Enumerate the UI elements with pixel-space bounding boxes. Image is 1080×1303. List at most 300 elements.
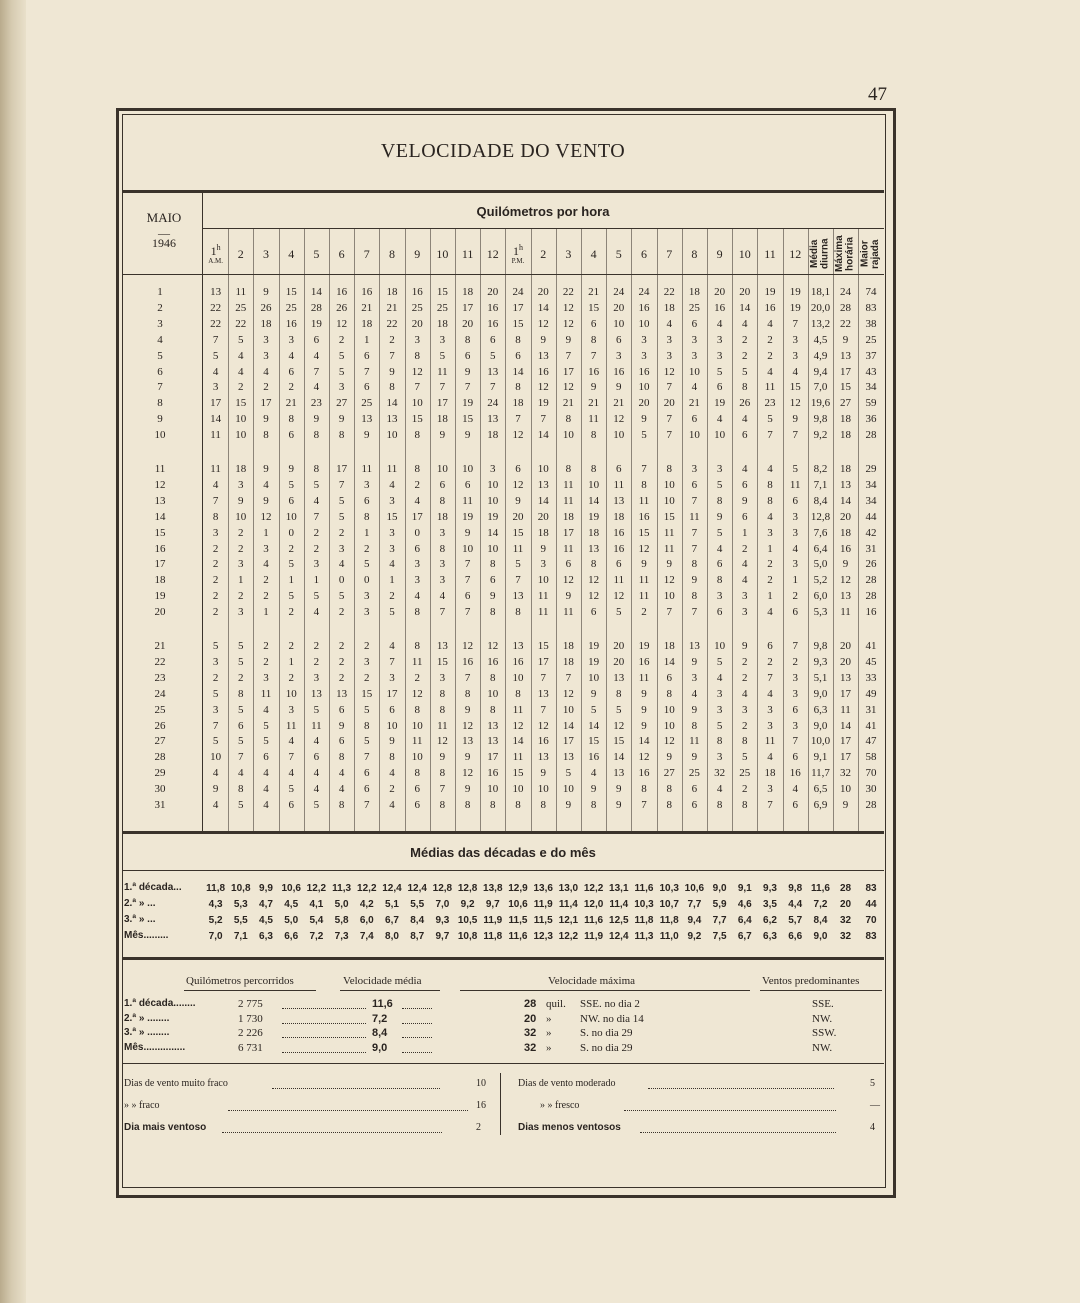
day-label: 17 [154, 558, 166, 571]
data-cell: 15 [462, 413, 474, 426]
footer-divider [500, 1073, 501, 1135]
data-cell: 6 [767, 640, 773, 652]
data-cell: 19 [462, 510, 474, 523]
data-cell: 2 [414, 478, 420, 491]
data-cell: 3 [414, 558, 420, 571]
data-cell: 17 [487, 751, 499, 764]
column-header: 9 [414, 247, 421, 261]
data-cell: 2 [742, 671, 748, 684]
medias-cell: 70 [865, 915, 877, 926]
data-cell: 3 [212, 655, 219, 668]
day-label: 11 [154, 463, 166, 475]
data-cell: 4 [716, 317, 723, 330]
data-cell: 9 [565, 590, 572, 603]
data-cell: 5 [338, 510, 345, 523]
data-cell: 14 [588, 494, 600, 507]
data-cell: 20 [462, 317, 474, 330]
data-cell: 20 [638, 397, 650, 410]
data-cell: 6 [691, 783, 698, 796]
data-cell: 8 [716, 574, 723, 587]
data-cell: 17 [386, 687, 398, 700]
summary-km: 2 226 [238, 1027, 263, 1039]
data-cell: 13 [613, 767, 625, 780]
page-title: VELOCIDADE DO VENTO [380, 140, 626, 162]
data-cell: 9 [641, 719, 647, 732]
data-cell: 8 [666, 783, 672, 796]
data-cell: 2 [338, 671, 345, 684]
data-cell: 18 [588, 526, 600, 539]
column-header: 6 [338, 247, 345, 261]
data-cell: 58 [865, 751, 877, 764]
data-cell: 42 [865, 526, 877, 539]
data-cell: 10 [462, 542, 474, 555]
data-cell: 9 [691, 703, 698, 716]
data-cell: 7 [439, 381, 446, 394]
data-cell: 4 [238, 349, 244, 362]
medias-cell: 13,6 [533, 883, 553, 894]
data-cell: 3 [540, 558, 546, 571]
medias-cell: 9,2 [460, 899, 475, 910]
data-cell: 9 [263, 286, 269, 298]
data-cell: 8 [238, 687, 244, 700]
data-cell: 2 [364, 671, 370, 684]
dot-leader [648, 1088, 834, 1089]
medias-cell: 10,8 [231, 883, 251, 894]
data-cell: 16 [613, 526, 625, 539]
data-cell: 7 [212, 719, 219, 732]
data-cell: 12 [512, 429, 524, 442]
data-cell: 13 [537, 478, 549, 491]
data-cell: 12 [613, 590, 625, 603]
day-label: 6 [157, 365, 163, 378]
data-cell: 6 [616, 463, 622, 475]
data-cell: 10 [235, 510, 247, 523]
dot-leader [640, 1132, 836, 1133]
data-cell: 47 [865, 735, 877, 748]
data-cell: 9,0 [813, 719, 828, 732]
data-cell: 6 [464, 349, 471, 362]
data-cell: 5 [288, 590, 294, 603]
data-cell: 12 [562, 687, 574, 700]
data-cell: 22 [840, 317, 851, 330]
data-cell: 8 [364, 719, 370, 732]
data-cell: 13 [512, 590, 524, 603]
medias-bottom-rule [122, 957, 884, 960]
data-cell: 10 [562, 703, 574, 716]
data-cell: 9 [641, 703, 647, 716]
data-cell: 8 [716, 494, 723, 507]
data-cell: 6 [616, 333, 622, 346]
data-cell: 3 [716, 751, 723, 764]
data-cell: 7 [565, 349, 572, 362]
data-cell: 15 [638, 526, 650, 539]
medias-cell: 5,1 [385, 899, 399, 910]
data-cell: 7 [364, 365, 370, 378]
data-cell: 19 [487, 510, 499, 523]
data-cell: 4 [767, 317, 773, 330]
data-cell: 6,4 [813, 542, 828, 555]
summary-unit: » [546, 1027, 552, 1039]
data-cell: 18,1 [810, 286, 831, 298]
data-cell: 17 [436, 397, 448, 410]
data-cell: 15 [663, 510, 675, 523]
data-cell: 5 [439, 349, 446, 362]
data-cell: 6,0 [813, 590, 828, 603]
data-cell: 5 [364, 558, 370, 571]
data-cell: 3 [439, 671, 446, 684]
medias-cell: 6,2 [763, 915, 777, 926]
data-cell: 17 [840, 365, 851, 378]
data-cell: 1 [263, 526, 269, 539]
data-cell: 11 [411, 735, 423, 748]
summary-max: 28 [524, 998, 537, 1010]
data-cell: 12 [462, 767, 474, 780]
data-cell: 10 [487, 478, 499, 491]
data-cell: 3 [288, 333, 294, 346]
data-cell: 30 [865, 783, 877, 796]
data-cell: 13 [210, 286, 222, 298]
data-cell: 10 [487, 783, 499, 796]
month-dash: — [158, 226, 170, 240]
medias-cell: 8,4 [813, 915, 828, 926]
data-cell: 6 [590, 606, 597, 619]
data-cell: 8 [590, 558, 597, 571]
data-cell: 11 [638, 590, 650, 603]
medias-cell: 12,5 [609, 915, 629, 926]
data-cell: 2 [767, 349, 773, 362]
data-cell: 6 [792, 494, 798, 507]
data-cell: 3 [792, 510, 798, 523]
data-cell: 8 [490, 671, 496, 684]
data-cell: 9 [338, 413, 345, 426]
data-cell: 4 [263, 767, 269, 780]
data-cell: 16 [285, 317, 297, 330]
data-cell: 8 [691, 719, 698, 732]
data-cell: 12 [537, 317, 549, 330]
data-cell: 3 [742, 703, 748, 716]
data-cell: 10 [613, 317, 625, 330]
column-header: 6 [640, 247, 647, 261]
data-cell: 2 [263, 574, 269, 587]
data-cell: 26 [260, 301, 272, 314]
data-cell: 18 [562, 510, 574, 523]
data-cell: 0 [364, 574, 370, 587]
data-cell: 4 [439, 590, 446, 603]
data-cell: 19 [588, 655, 600, 668]
data-cell: 21 [285, 397, 297, 410]
data-cell: 7 [212, 494, 219, 507]
data-cell: 9,3 [813, 655, 828, 668]
medias-cell: 12,8 [457, 883, 478, 894]
data-cell: 11 [285, 719, 297, 732]
page-number: 47 [868, 84, 887, 105]
data-cell: 2 [238, 526, 244, 539]
data-cell: 13 [386, 413, 398, 426]
medias-cell: 9,3 [435, 915, 450, 926]
summary-direction: SSE. no dia 2 [580, 998, 640, 1010]
data-cell: 4 [414, 590, 420, 603]
data-cell: 4 [666, 317, 672, 330]
data-cell: 8 [565, 413, 572, 426]
medias-cell: 12,0 [583, 899, 604, 910]
data-cell: 5 [767, 413, 773, 426]
data-cell: 2 [288, 606, 294, 619]
data-cell: 8 [742, 799, 748, 811]
medias-cell: 5,8 [334, 915, 349, 926]
data-cell: 4 [767, 751, 773, 764]
column-header: 5 [615, 247, 622, 261]
medias-cell: 4,2 [359, 899, 374, 910]
data-cell: 7 [238, 751, 244, 764]
data-cell: 10 [285, 510, 297, 523]
data-cell: 5 [313, 478, 320, 491]
data-cell: 3 [238, 558, 244, 571]
footer-right-label: » » fresco [540, 1100, 580, 1111]
data-cell: 7 [641, 463, 647, 475]
data-cell: 11 [764, 735, 776, 748]
data-cell: 10 [613, 429, 625, 442]
data-cell: 7 [792, 429, 798, 442]
data-cell: 8 [540, 799, 546, 811]
data-cell: 6 [792, 751, 798, 764]
data-cell: 9 [742, 494, 748, 507]
data-cell: 12 [562, 574, 574, 587]
data-cell: 16 [638, 655, 650, 668]
data-cell: 9 [515, 494, 521, 507]
data-cell: 4 [691, 687, 698, 700]
data-cell: 4 [263, 558, 269, 571]
data-cell: 19 [537, 397, 549, 410]
data-cell: 8,2 [813, 463, 828, 475]
data-cell: 6 [439, 478, 446, 491]
data-cell: 5 [238, 655, 244, 668]
summary-predominant: NW. [812, 1041, 833, 1054]
data-cell: 11,7 [811, 767, 830, 780]
data-cell: 12 [537, 381, 549, 394]
group-title: Quilómetros por hora [476, 204, 610, 219]
data-cell: 7 [414, 381, 420, 394]
medias-cell: 11,0 [659, 931, 679, 942]
medias-cell: 7,7 [712, 915, 727, 926]
data-cell: 34 [865, 381, 877, 394]
data-cell: 2 [238, 590, 244, 603]
medias-cell: 4,5 [259, 915, 273, 926]
data-cell: 7,6 [813, 526, 828, 539]
data-cell: 18 [840, 526, 851, 539]
data-cell: 15 [537, 640, 549, 652]
column-header: 7 [363, 247, 370, 261]
data-cell: 4 [288, 735, 294, 748]
day-label: 25 [154, 703, 166, 716]
data-cell: 7 [691, 494, 698, 507]
data-cell: 9 [716, 510, 723, 523]
medias-cell: 11,6 [508, 931, 528, 942]
data-cell: 11 [663, 526, 675, 539]
data-cell: 2 [288, 381, 294, 394]
data-cell: 9 [641, 687, 647, 700]
data-cell: 2 [338, 606, 345, 619]
data-cell: 11 [537, 590, 549, 603]
data-cell: 4 [716, 671, 723, 684]
data-cell: 6,5 [813, 783, 828, 796]
data-cell: 10 [663, 590, 675, 603]
data-cell: 8 [641, 478, 647, 491]
data-cell: 2 [792, 655, 798, 668]
medias-cell: 11,4 [558, 899, 578, 910]
data-cell: 7 [540, 413, 546, 426]
data-cell: 3 [263, 671, 269, 684]
data-cell: 3 [792, 671, 798, 684]
data-cell: 14 [487, 526, 499, 539]
data-cell: 8 [464, 687, 471, 700]
data-cell: 16 [638, 510, 650, 523]
data-cell: 5 [212, 640, 219, 652]
data-cell: 13 [487, 413, 499, 426]
data-cell: 6 [464, 590, 471, 603]
medias-cell: 6,7 [737, 931, 752, 942]
data-cell: 18 [663, 640, 675, 652]
data-cell: 28 [840, 301, 851, 314]
data-cell: 25 [411, 301, 423, 314]
data-cell: 31 [865, 542, 877, 555]
data-cell: 5 [338, 365, 345, 378]
data-cell: 3 [364, 655, 370, 668]
data-cell: 12 [840, 574, 851, 587]
data-cell: 8 [616, 687, 622, 700]
data-cell: 13 [537, 687, 549, 700]
data-cell: 11 [563, 542, 574, 555]
data-cell: 4 [389, 799, 395, 811]
month-label: MAIO [146, 210, 182, 225]
data-cell: 25 [285, 301, 297, 314]
data-cell: 6 [565, 558, 572, 571]
data-cell: 28 [310, 301, 322, 314]
medias-cell: 12,9 [508, 883, 528, 894]
data-cell: 6,3 [813, 703, 828, 716]
data-cell: 1 [288, 574, 294, 587]
medias-cell: 11,3 [634, 931, 654, 942]
medias-cell: 10,7 [659, 899, 679, 910]
data-cell: 6 [792, 606, 798, 619]
medias-cell: 11,5 [533, 915, 553, 926]
data-cell: 14 [512, 365, 524, 378]
summary-km: 6 731 [238, 1041, 263, 1054]
data-cell: 8 [565, 463, 572, 475]
footer-left-value: 10 [476, 1078, 486, 1089]
data-cell: 9 [338, 719, 345, 732]
data-cell: 5 [616, 703, 622, 716]
summary-predominant: NW. [812, 1012, 833, 1025]
data-cell: 7 [666, 413, 672, 426]
data-cell: 24 [613, 286, 625, 298]
data-cell: 7 [439, 783, 446, 796]
data-cell: 20 [512, 510, 524, 523]
data-cell: 7 [464, 381, 471, 394]
data-cell: 8 [590, 429, 597, 442]
data-cell: 4 [792, 365, 798, 378]
medias-cell: 11,6 [811, 883, 830, 894]
data-cell: 11 [613, 478, 625, 491]
data-cell: 8 [464, 799, 471, 811]
data-cell: 16 [613, 365, 625, 378]
data-cell: 8 [742, 735, 748, 748]
data-cell: 11 [210, 429, 221, 442]
title-rule [122, 190, 884, 193]
data-cell: 27 [840, 397, 851, 410]
data-cell: 9,8 [813, 413, 828, 426]
data-cell: 24 [638, 286, 650, 298]
summary-km: 2 775 [238, 998, 263, 1010]
data-cell: 6 [364, 783, 370, 796]
data-cell: 3 [414, 574, 420, 587]
data-cell: 1 [767, 590, 773, 603]
data-cell: 6 [414, 542, 420, 555]
medias-cell: 20 [839, 899, 852, 910]
data-cell: 6 [364, 349, 370, 362]
data-cell: 10 [487, 542, 499, 555]
dot-leader [282, 1023, 366, 1024]
medias-row-label: Mês......... [124, 930, 169, 941]
summary-media: 11,6 [372, 998, 393, 1010]
data-cell: 4 [288, 767, 294, 780]
data-cell: 2 [742, 542, 748, 555]
data-cell: 28 [865, 590, 877, 603]
data-cell: 6 [590, 317, 597, 330]
data-cell: 7 [313, 365, 320, 378]
data-cell: 3 [490, 463, 496, 475]
data-cell: 13 [537, 751, 549, 764]
data-cell: 13 [840, 671, 851, 684]
data-cell: 9 [389, 735, 395, 748]
data-cell: 11 [689, 735, 700, 748]
medias-cell: 32 [839, 915, 852, 926]
data-cell: 3 [364, 606, 370, 619]
data-cell: 18 [562, 640, 574, 652]
summary-header-vel-media: Velocidade média [343, 975, 422, 987]
data-cell: 7 [767, 429, 773, 442]
data-cell: 22 [386, 317, 398, 330]
data-cell: 5 [716, 365, 723, 378]
data-cell: 25 [739, 767, 751, 780]
data-cell: 9 [565, 333, 572, 346]
data-cell: 10 [663, 703, 675, 716]
data-cell: 5 [212, 349, 219, 362]
data-cell: 8 [590, 799, 597, 811]
data-cell: 26 [739, 397, 751, 410]
data-cell: 11 [563, 478, 574, 491]
medias-cell: 12,2 [306, 883, 327, 894]
medias-cell: 6,7 [385, 915, 399, 926]
data-cell: 15 [361, 687, 373, 700]
data-cell: 1 [364, 526, 370, 539]
data-cell: 15 [613, 735, 625, 748]
data-cell: 9,1 [813, 751, 828, 764]
medias-cell: 9,4 [687, 915, 702, 926]
data-cell: 2 [767, 333, 773, 346]
data-cell: 16 [487, 317, 499, 330]
data-cell: 3 [691, 349, 698, 362]
data-cell: 18 [462, 286, 474, 298]
data-cell: 1 [364, 333, 370, 346]
column-header: Máxima horária [834, 235, 856, 273]
data-cell: 15 [386, 510, 398, 523]
data-cell: 4 [742, 558, 748, 571]
data-cell: 18 [512, 397, 524, 410]
data-cell: 4,9 [813, 349, 828, 362]
data-cell: 3 [641, 349, 647, 362]
data-cell: 5 [641, 429, 647, 442]
data-cell: 11 [462, 494, 473, 507]
